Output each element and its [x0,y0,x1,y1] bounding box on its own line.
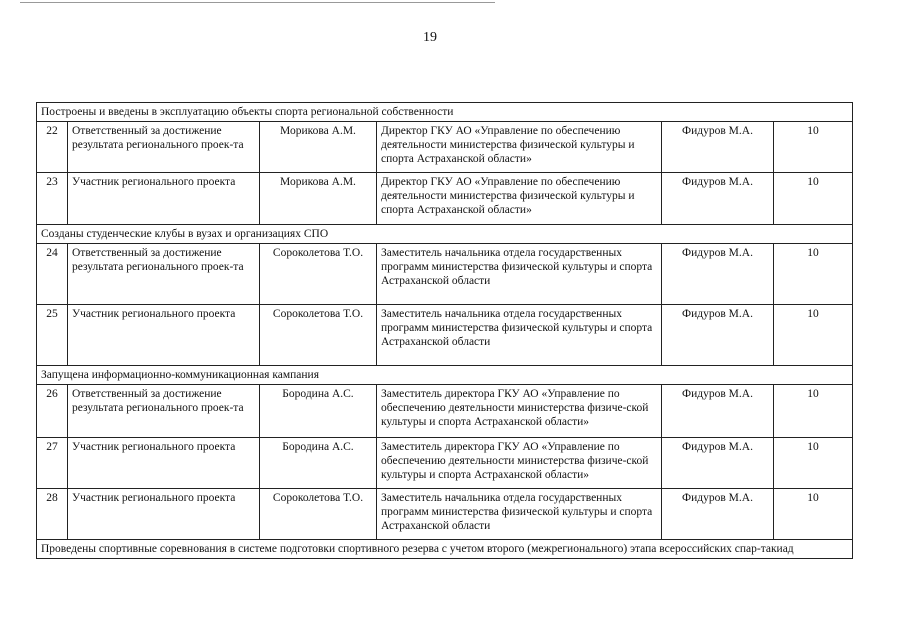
table-row [37,385,853,438]
table-row [37,305,853,366]
position-cell: Заместитель директора ГКУ АО «Управление по обеспечению деятельности министерства физиче-ской культуры и спорта Астраханской области» [377,385,662,438]
person-cell: Морикова А.М. [260,173,377,225]
section-header-row [37,225,853,244]
table-row [37,122,853,173]
role-cell: Участник регионального проекта [68,489,260,540]
section-header-row [37,366,853,385]
supervisor-cell: Фидуров М.А. [662,489,774,540]
position-cell: Заместитель директора ГКУ АО «Управление по обеспечению деятельности министерства физиче-ской культуры и спорта Астраханской области» [377,438,662,489]
position-cell: Заместитель начальника отдела государственных программ министерства физической культуры и спорта Астраханской области [377,244,662,305]
person-cell: Бородина А.С. [260,385,377,438]
top-rule [20,2,495,3]
row-number: 25 [37,305,68,366]
score-cell: 10 [774,438,853,489]
score-cell: 10 [774,173,853,225]
table-row [37,244,853,305]
section-header-row [37,540,853,559]
role-cell: Ответственный за достижение результата регионального проек-та [68,385,260,438]
position-cell: Директор ГКУ АО «Управление по обеспечению деятельности министерства физической культуры и спорта Астраханской области» [377,173,662,225]
person-cell: Сороколетова Т.О. [260,244,377,305]
role-cell: Ответственный за достижение результата регионального проек-та [68,244,260,305]
section-title: Проведены спортивные соревнования в системе подготовки спортивного резерва с учетом второго (межрегионального) этапа всероссийских спар-такиад [37,540,853,559]
supervisor-cell: Фидуров М.А. [662,173,774,225]
row-number: 23 [37,173,68,225]
supervisor-cell: Фидуров М.А. [662,305,774,366]
position-cell: Директор ГКУ АО «Управление по обеспечению деятельности министерства физической культуры и спорта Астраханской области» [377,122,662,173]
row-number: 24 [37,244,68,305]
person-cell: Бородина А.С. [260,438,377,489]
table-row [37,489,853,540]
score-cell: 10 [774,122,853,173]
person-cell: Сороколетова Т.О. [260,305,377,366]
supervisor-cell: Фидуров М.А. [662,385,774,438]
table-row [37,438,853,489]
score-cell: 10 [774,385,853,438]
position-cell: Заместитель начальника отдела государственных программ министерства физической культуры и спорта Астраханской области [377,305,662,366]
project-participants-table [36,102,853,559]
row-number: 26 [37,385,68,438]
supervisor-cell: Фидуров М.А. [662,244,774,305]
section-title: Построены и введены в эксплуатацию объекты спорта региональной собственности [37,103,853,122]
role-cell: Участник регионального проекта [68,305,260,366]
row-number: 28 [37,489,68,540]
score-cell: 10 [774,305,853,366]
row-number: 22 [37,122,68,173]
table-row [37,173,853,225]
section-header-row [37,103,853,122]
role-cell: Участник регионального проекта [68,173,260,225]
page-number: 19 [423,30,437,45]
person-cell: Сороколетова Т.О. [260,489,377,540]
role-cell: Участник регионального проекта [68,438,260,489]
score-cell: 10 [774,244,853,305]
section-title: Созданы студенческие клубы в вузах и организациях СПО [37,225,853,244]
supervisor-cell: Фидуров М.А. [662,438,774,489]
person-cell: Морикова А.М. [260,122,377,173]
section-title: Запущена информационно-коммуникационная кампания [37,366,853,385]
position-cell: Заместитель начальника отдела государственных программ министерства физической культуры и спорта Астраханской области [377,489,662,540]
role-cell: Ответственный за достижение результата регионального проек-та [68,122,260,173]
score-cell: 10 [774,489,853,540]
supervisor-cell: Фидуров М.А. [662,122,774,173]
row-number: 27 [37,438,68,489]
